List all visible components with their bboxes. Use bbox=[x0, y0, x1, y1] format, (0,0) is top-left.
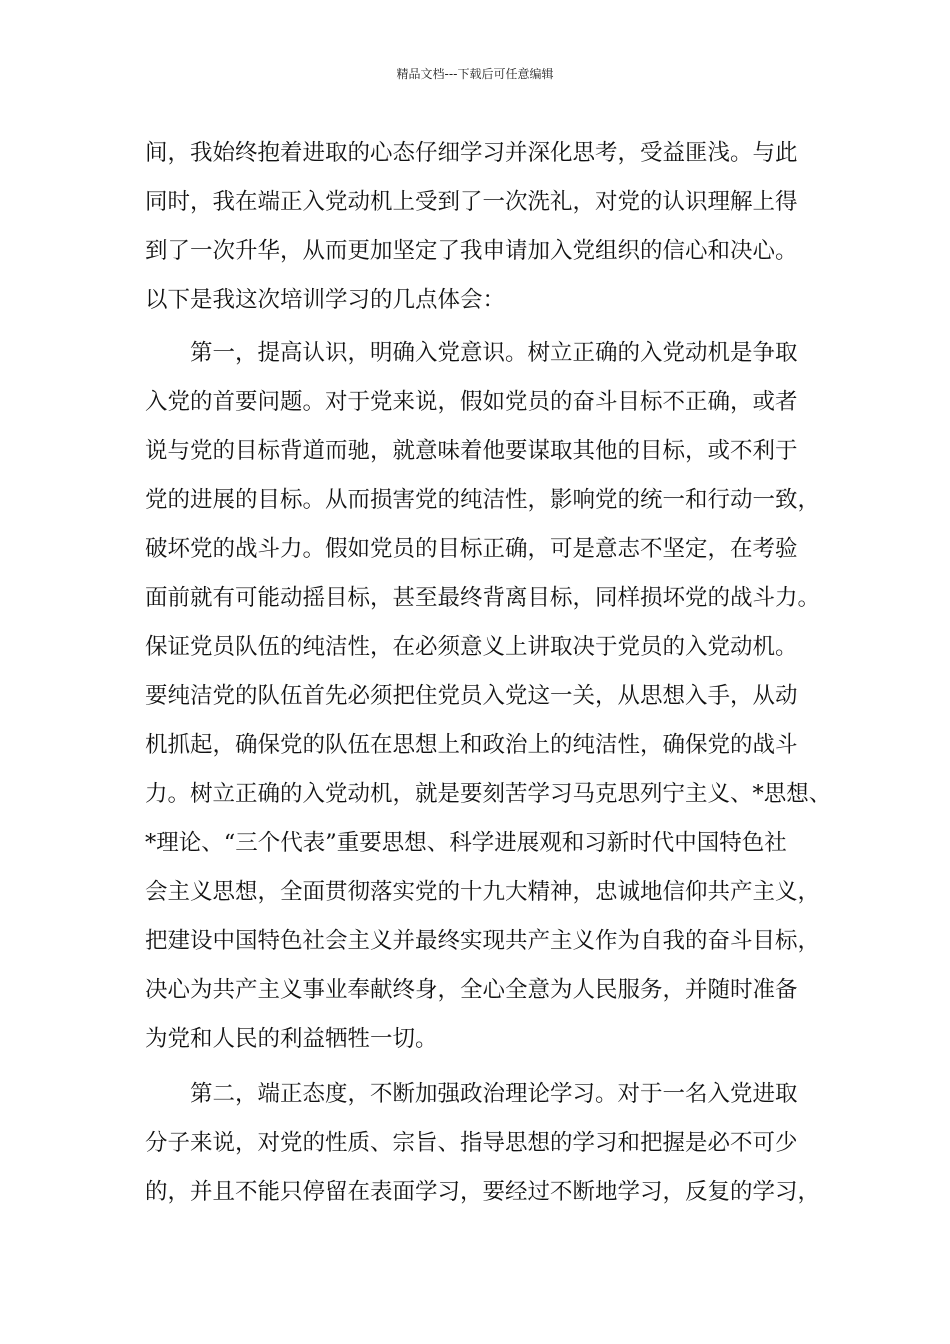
body-line: 说与党的目标背道而驰，就意味着他要谋取其他的目标，或不利于 bbox=[145, 438, 798, 464]
body-line: 保证党员队伍的纯洁性，在必须意义上讲取决于党员的入党动机。 bbox=[145, 634, 798, 660]
body-line: 机抓起，确保党的队伍在思想上和政治上的纯洁性，确保党的战斗 bbox=[145, 732, 798, 758]
body-line: 入党的首要问题。对于党来说，假如党员的奋斗目标不正确，或者 bbox=[145, 389, 798, 415]
body-line: 力。树立正确的入党动机，就是要刻苦学习马克思列宁主义、*思想、 bbox=[145, 781, 832, 807]
body-line: *理论、“三个代表”重要思想、科学进展观和习新时代中国特色社 bbox=[145, 830, 787, 856]
body-line: 间，我始终抱着进取的心态仔细学习并深化思考，受益匪浅。与此 bbox=[145, 140, 798, 166]
body-line: 破坏党的战斗力。假如党员的目标正确，可是意志不坚定，在考验 bbox=[145, 536, 798, 562]
body-line: 为党和人民的利益牺牲一切。 bbox=[145, 1026, 438, 1052]
body-line: 把建设中国特色社会主义并最终实现共产主义作为自我的奋斗目标， bbox=[145, 928, 821, 954]
body-line: 会主义思想，全面贯彻落实党的十九大精神，忠诚地信仰共产主义， bbox=[145, 879, 821, 905]
body-line: 分子来说，对党的性质、宗旨、指导思想的学习和把握是必不可少 bbox=[145, 1130, 798, 1156]
body-line: 的，并且不能只停留在表面学习，要经过不断地学习，反复的学习， bbox=[145, 1179, 821, 1205]
body-line: 要纯洁党的队伍首先必须把住党员入党这一关，从思想入手，从动 bbox=[145, 683, 798, 709]
body-line: 决心为共产主义事业奉献终身，全心全意为人民服务，并随时准备 bbox=[145, 977, 798, 1003]
paragraph-first-line: 第二，端正态度，不断加强政治理论学习。对于一名入党进取 bbox=[190, 1081, 798, 1107]
body-line: 党的进展的目标。从而损害党的纯洁性，影响党的统一和行动一致， bbox=[145, 487, 821, 513]
page-header: 精品文档---下载后可任意编辑 bbox=[396, 67, 554, 81]
body-line: 面前就有可能动摇目标，甚至最终背离目标，同样损坏党的战斗力。 bbox=[145, 585, 821, 611]
body-line: 同时，我在端正入党动机上受到了一次洗礼，对党的认识理解上得 bbox=[145, 189, 798, 215]
body-line: 到了一次升华，从而更加坚定了我申请加入党组织的信心和决心。 bbox=[145, 238, 798, 264]
paragraph-first-line: 第一，提高认识，明确入党意识。树立正确的入党动机是争取 bbox=[190, 340, 798, 366]
body-line: 以下是我这次培训学习的几点体会： bbox=[145, 287, 506, 313]
